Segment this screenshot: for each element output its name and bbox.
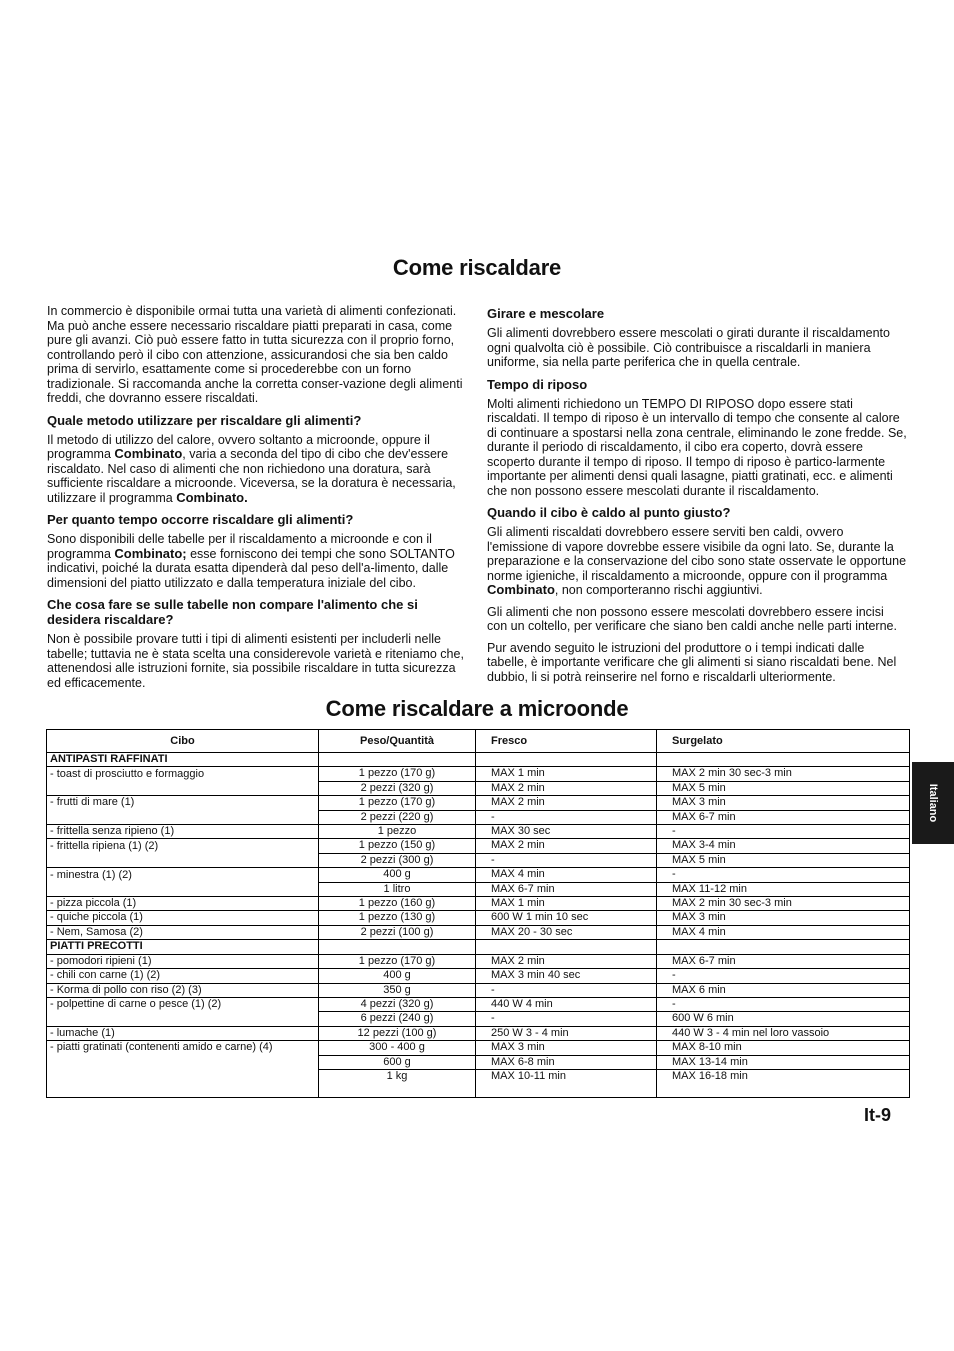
cell-fresh: 250 W 3 - 4 min xyxy=(476,1026,657,1040)
paragraph-method: Il metodo di utilizzo del calore, ovvero soltanto a microonde, oppure il programma Combinato, varia a seconda del tipo di cibo che dev'essere riscaldato. Nel caso di alimenti che non richiedono una doratura, sarà sufficiente riscaldare a microonde. Viceversa, se la doratura è necessaria, utilizzare il programma Combinato. xyxy=(47,432,456,505)
table-row xyxy=(47,911,910,925)
cell-quantity xyxy=(319,753,476,767)
cell-quantity: 1 pezzo (170 g) xyxy=(319,767,476,781)
cell-frozen: MAX 3-4 min xyxy=(657,839,910,853)
cell-quantity: 2 pezzi (320 g) xyxy=(319,781,476,795)
heading-hot-enough: Quando il cibo è caldo al punto giusto? xyxy=(487,505,731,520)
cell-quantity: 600 g xyxy=(319,1055,476,1069)
table-row xyxy=(47,1055,910,1069)
table-row xyxy=(47,810,910,824)
cell-frozen: - xyxy=(657,868,910,882)
cell-food: - minestra (1) (2) xyxy=(47,868,319,882)
cell-frozen: MAX 6-7 min xyxy=(657,810,910,824)
table-row xyxy=(47,825,910,839)
cell-quantity: 400 g xyxy=(319,969,476,983)
cell-quantity: 1 litro xyxy=(319,882,476,896)
heading-method: Quale metodo utilizzare per riscaldare gli alimenti? xyxy=(47,412,362,428)
cell-food: - Korma di pollo con riso (2) (3) xyxy=(47,983,319,997)
cell-food: ANTIPASTI RAFFINATI xyxy=(47,753,319,767)
paragraph-hot-enough: Gli alimenti riscaldati dovrebbero essere serviti ben caldi, ovvero l'emissione di vapore dovrebbe essere visibile da ogni lato. Se, durante la preparazione e la conservazione del cibo sono state osservate le opportune norme igieniche, il riscaldamento a microonde, oppure con il programma Combinato, non comporteranno rischi aggiuntivi. xyxy=(487,525,907,597)
cell-fresh: 600 W 1 min 10 sec xyxy=(476,911,657,925)
cell-food: - chili con carne (1) (2) xyxy=(47,969,319,983)
table-row xyxy=(47,767,910,781)
cell-quantity: 2 pezzi (220 g) xyxy=(319,810,476,824)
cell-food: - frutti di mare (1) xyxy=(47,796,319,810)
cell-quantity: 1 pezzo xyxy=(319,825,476,839)
cell-frozen: MAX 3 min xyxy=(657,796,910,810)
cell-frozen: MAX 16-18 min xyxy=(657,1069,910,1097)
table-row xyxy=(47,897,910,911)
header-food: Cibo xyxy=(47,730,319,753)
cell-fresh: - xyxy=(476,853,657,867)
cell-fresh: MAX 20 - 30 sec xyxy=(476,925,657,939)
paragraph-check: Pur avendo seguito le istruzioni del produttore o i tempi indicati dalle tabelle, è importante verificare che gli alimenti si siano riscaldati bene. Nel dubbio, li si potrà reinserire nel forno e riscaldarli ulteriormente. xyxy=(487,640,897,684)
cell-frozen: MAX 4 min xyxy=(657,925,910,939)
cell-food xyxy=(47,882,319,896)
table-row xyxy=(47,839,910,853)
heading-standing-time: Tempo di riposo xyxy=(487,376,588,392)
cell-quantity: 2 pezzi (300 g) xyxy=(319,853,476,867)
table-body xyxy=(47,753,910,1098)
cell-quantity: 1 pezzo (130 g) xyxy=(319,911,476,925)
cell-frozen xyxy=(657,753,910,767)
language-tab: Italiano xyxy=(912,762,954,844)
cell-frozen: MAX 6 min xyxy=(657,983,910,997)
cell-food xyxy=(47,810,319,824)
cell-frozen: MAX 13-14 min xyxy=(657,1055,910,1069)
left-column xyxy=(47,304,465,697)
cell-food xyxy=(47,1069,319,1097)
cell-food xyxy=(47,781,319,795)
cell-frozen xyxy=(657,940,910,954)
cell-fresh: MAX 2 min xyxy=(476,954,657,968)
cell-frozen: 440 W 3 - 4 min nel loro vassoio xyxy=(657,1026,910,1040)
table-row xyxy=(47,983,910,997)
cell-quantity: 12 pezzi (100 g) xyxy=(319,1026,476,1040)
section-title: Come riscaldare a microonde xyxy=(325,696,629,721)
table-row xyxy=(47,853,910,867)
table-row xyxy=(47,997,910,1011)
cell-food: - lumache (1) xyxy=(47,1026,319,1040)
cell-fresh: MAX 6-8 min xyxy=(476,1055,657,1069)
cell-fresh xyxy=(476,940,657,954)
cell-food xyxy=(47,853,319,867)
table-row xyxy=(47,925,910,939)
cell-quantity: 2 pezzi (100 g) xyxy=(319,925,476,939)
cell-frozen: - xyxy=(657,997,910,1011)
cell-fresh: MAX 6-7 min xyxy=(476,882,657,896)
table-row xyxy=(47,954,910,968)
paragraph-cut: Gli alimenti che non possono essere mescolati dovrebbero essere incisi con un coltello, per verificare che siano ben caldi anche nelle parti interne. xyxy=(487,604,897,633)
paragraph-duration: Sono disponibili delle tabelle per il riscaldamento a microonde e con il programma Combinato; esse forniscono dei tempi che sono SOLTANTO indicativi, poiché la durata esatta dipenderà dal peso dell'a-limento, dalle dimensioni del piatto utilizzato e dalla temperatura iniziale del cibo. xyxy=(47,532,455,590)
table-row xyxy=(47,882,910,896)
cell-food: - Nem, Samosa (2) xyxy=(47,925,319,939)
table-row xyxy=(47,781,910,795)
cell-frozen: - xyxy=(657,969,910,983)
table-section-row xyxy=(47,753,910,767)
cell-fresh: - xyxy=(476,810,657,824)
cell-fresh: MAX 2 min xyxy=(476,796,657,810)
cell-food: - toast di prosciutto e formaggio xyxy=(47,767,319,781)
cell-fresh: MAX 10-11 min xyxy=(476,1069,657,1097)
header-fresh: Fresco xyxy=(476,730,657,753)
table-section-row xyxy=(47,940,910,954)
intro-paragraph: In commercio è disponibile ormai tutta una varietà di alimenti confezionati. Ma può anche essere necessario riscaldare piatti preparati in casa, come pure gli avanzi. Ciò può essere fatto in tutta sicurezza con il proprio forno, controllando però il cibo con attenzione, assicurandosi che sia ben caldo prima di servirlo, esattamente come si procederebbe con un forno tradizionale. Si raccomanda anche la corretta conser-vazione degli alimenti freddi, che dovranno essere riscaldati. xyxy=(47,304,463,405)
cell-food: - quiche piccola (1) xyxy=(47,911,319,925)
cell-frozen: MAX 2 min 30 sec-3 min xyxy=(657,767,910,781)
cell-quantity: 400 g xyxy=(319,868,476,882)
reheat-table xyxy=(46,729,910,1098)
cell-food: PIATTI PRECOTTI xyxy=(47,940,319,954)
paragraph-standing-time: Molti alimenti richiedono un TEMPO DI RIPOSO dopo essere stati riscaldati. Il tempo di riposo è un intervallo di tempo che consente al calore di continuare a spostarsi nella zona centrale, eliminando le zone fredde. Se, durante il periodo di riscaldamento, il cibo era coperto, dovrà essere scoperto durante il tempo di riposo. Il tempo di riposo è partico-larmente importante per alimenti densi quali lasagne, piatti gratinati, ecc. e alimenti che non possono essere mescolati durante il riscaldamento. xyxy=(487,396,907,498)
table-row xyxy=(47,1012,910,1026)
cell-quantity: 1 kg xyxy=(319,1069,476,1097)
cell-fresh: MAX 1 min xyxy=(476,767,657,781)
cell-quantity: 1 pezzo (170 g) xyxy=(319,954,476,968)
cell-frozen: MAX 2 min 30 sec-3 min xyxy=(657,897,910,911)
cell-food xyxy=(47,1055,319,1069)
cell-quantity: 350 g xyxy=(319,983,476,997)
paragraph-stir: Gli alimenti dovrebbero essere mescolati o girati durante il riscaldamento ogni qualvolta ciò è possibile. Ciò contribuisce a riscaldarli in maniera uniforme, sia nella parte periferica che in quella centrale. xyxy=(487,326,890,369)
cell-fresh: - xyxy=(476,1012,657,1026)
cell-quantity: 1 pezzo (170 g) xyxy=(319,796,476,810)
page-number: It-9 xyxy=(864,1105,891,1125)
cell-frozen: 600 W 6 min xyxy=(657,1012,910,1026)
cell-quantity: 6 pezzi (240 g) xyxy=(319,1012,476,1026)
cell-quantity xyxy=(319,940,476,954)
header-frozen: Surgelato xyxy=(657,730,910,753)
table-row xyxy=(47,796,910,810)
cell-food: - frittella ripiena (1) (2) xyxy=(47,839,319,853)
cell-food: - polpettine di carne o pesce (1) (2) xyxy=(47,997,319,1011)
heading-stir: Girare e mescolare xyxy=(487,306,605,321)
cell-frozen: MAX 11-12 min xyxy=(657,882,910,896)
table-row xyxy=(47,1041,910,1055)
cell-fresh: MAX 2 min xyxy=(476,839,657,853)
cell-food: - piatti gratinati (contenenti amido e carne) (4) xyxy=(47,1041,319,1055)
cell-fresh: MAX 4 min xyxy=(476,868,657,882)
cell-frozen: MAX 6-7 min xyxy=(657,954,910,968)
cell-frozen: MAX 8-10 min xyxy=(657,1041,910,1055)
table-row xyxy=(47,868,910,882)
right-column xyxy=(487,304,907,691)
cell-food: - pomodori ripieni (1) xyxy=(47,954,319,968)
cell-food xyxy=(47,1012,319,1026)
cell-fresh: MAX 2 min xyxy=(476,781,657,795)
heading-duration: Per quanto tempo occorre riscaldare gli alimenti? xyxy=(47,512,354,527)
cell-quantity: 4 pezzi (320 g) xyxy=(319,997,476,1011)
cell-quantity: 1 pezzo (150 g) xyxy=(319,839,476,853)
cell-food: - pizza piccola (1) xyxy=(47,897,319,911)
cell-fresh: - xyxy=(476,983,657,997)
table-header-row xyxy=(47,730,910,753)
cell-fresh: MAX 3 min 40 sec xyxy=(476,969,657,983)
cell-fresh xyxy=(476,753,657,767)
cell-frozen: MAX 3 min xyxy=(657,911,910,925)
table-row xyxy=(47,1026,910,1040)
cell-quantity: 1 pezzo (160 g) xyxy=(319,897,476,911)
cell-fresh: MAX 3 min xyxy=(476,1041,657,1055)
cell-quantity: 300 - 400 g xyxy=(319,1041,476,1055)
cell-fresh: 440 W 4 min xyxy=(476,997,657,1011)
paragraph-missing-food: Non è possibile provare tutti i tipi di alimenti esistenti per includerli nelle tabelle; tuttavia ne è stata scelta una considerevole varietà e riteniamo che, attenendosi alle istruzioni fornite, sia possibile riscaldare in tutta sicurezza ed efficacemente. xyxy=(47,632,464,690)
table-row xyxy=(47,969,910,983)
header-quantity: Peso/Quantità xyxy=(319,730,476,753)
page-title: Come riscaldare xyxy=(392,255,562,280)
cell-fresh: MAX 30 sec xyxy=(476,825,657,839)
cell-fresh: MAX 1 min xyxy=(476,897,657,911)
table-row xyxy=(47,1069,910,1097)
cell-food: - frittella senza ripieno (1) xyxy=(47,825,319,839)
cell-frozen: MAX 5 min xyxy=(657,853,910,867)
cell-frozen: - xyxy=(657,825,910,839)
cell-frozen: MAX 5 min xyxy=(657,781,910,795)
heading-missing-food: Che cosa fare se sulle tabelle non compare l'alimento che si desidera riscaldare? xyxy=(47,597,418,627)
